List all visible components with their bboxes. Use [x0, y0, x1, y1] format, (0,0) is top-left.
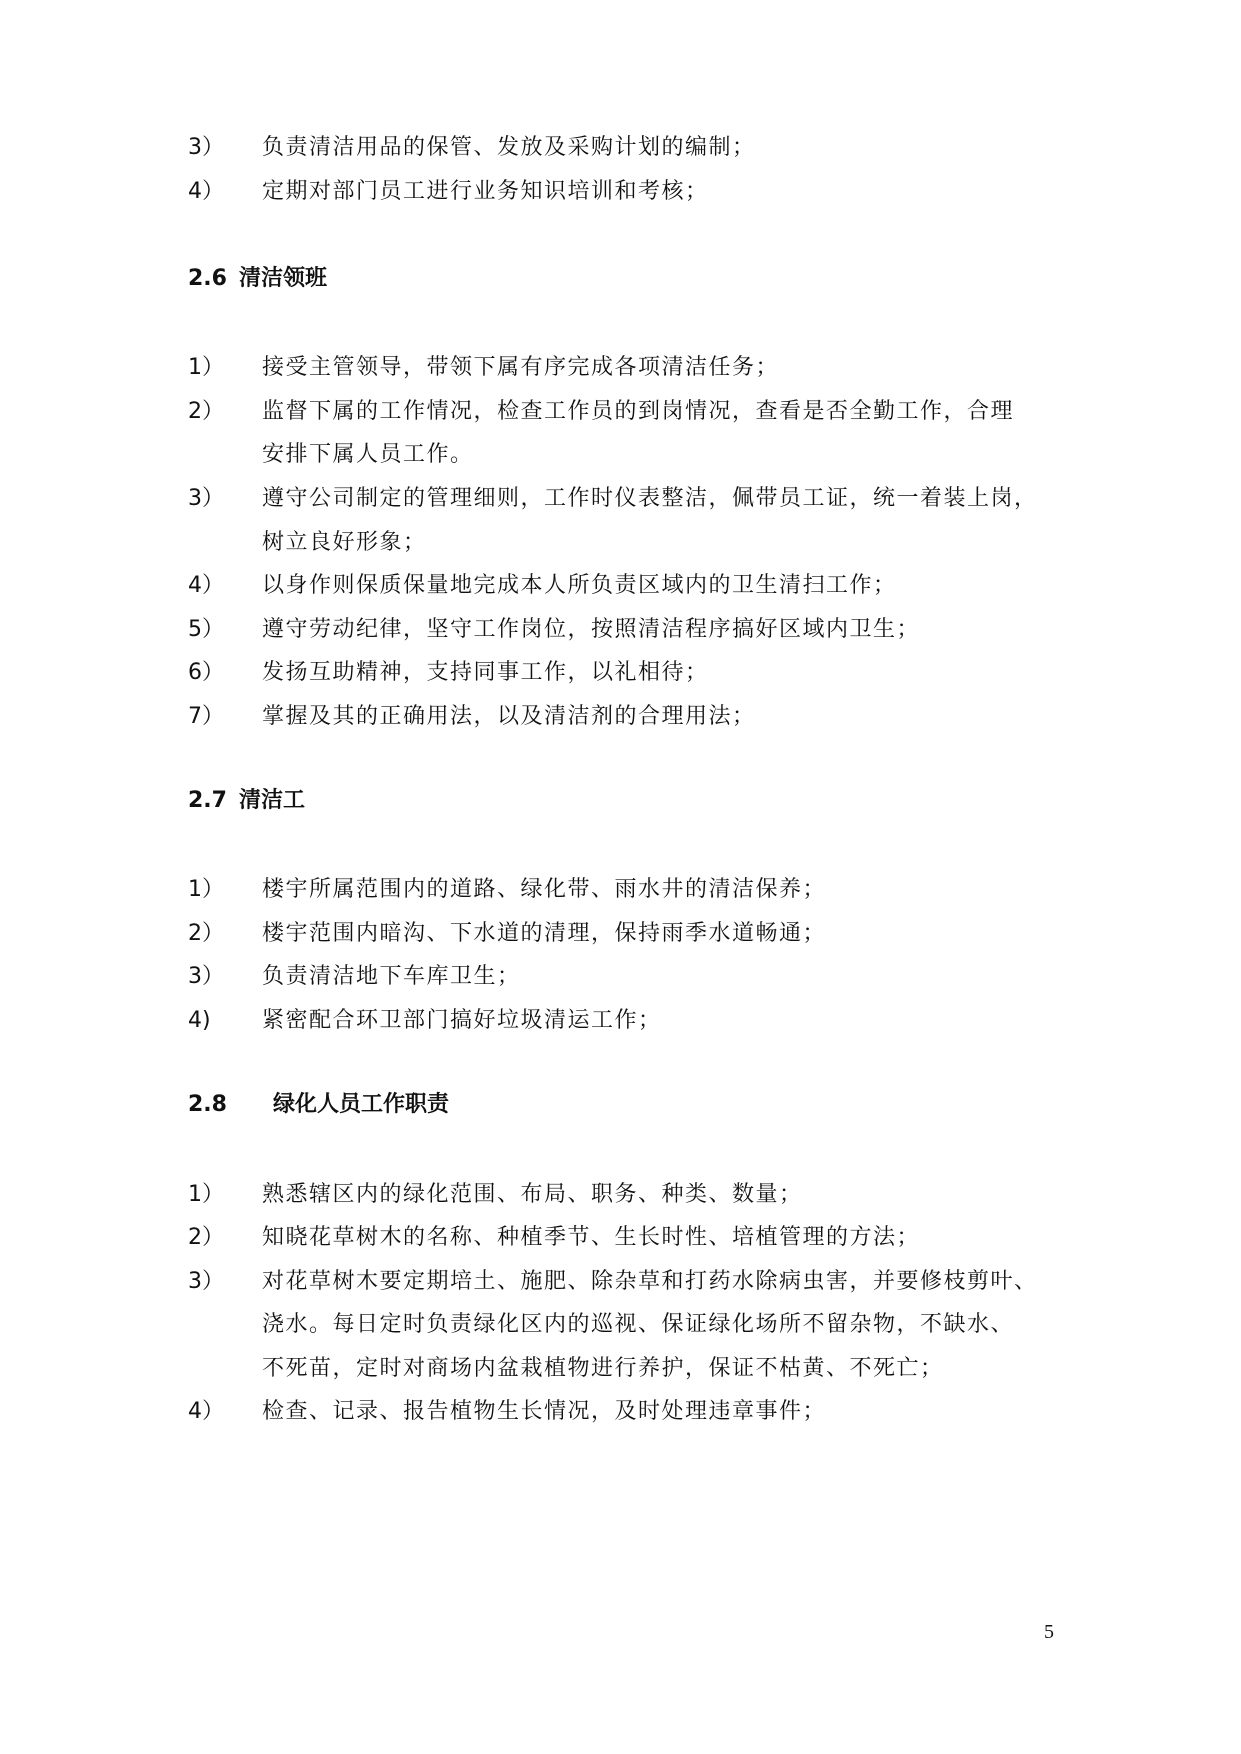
list-item [188, 177, 709, 207]
item-number: 7） [188, 704, 224, 729]
list-item [188, 133, 756, 163]
item-number: 4） [188, 179, 224, 204]
item-number: 3） [188, 1269, 224, 1294]
item-number: 4） [188, 573, 224, 598]
list-item [188, 1397, 826, 1427]
item-number: 1） [188, 877, 224, 902]
list-item [188, 1223, 920, 1253]
item-text: 遵守公司制定的管理细则，工作时仪表整洁，佩带员工证，统一着装上岗， [262, 486, 1038, 511]
item-number: 5） [188, 617, 224, 642]
item-text: 楼宇范围内暗沟、下水道的清理，保持雨季水道畅通； [262, 921, 827, 946]
list-item [188, 1180, 803, 1210]
list-item [188, 658, 709, 688]
item-number: 2） [188, 1225, 224, 1250]
list-item [188, 484, 1038, 514]
item-number: 2） [188, 921, 224, 946]
item-number: 1） [188, 1182, 224, 1207]
item-text-continuation: 浇水。每日定时负责绿化区内的巡视、保证绿化场所不留杂物，不缺水、 [262, 1312, 1015, 1337]
section-heading-2-8 [188, 1090, 449, 1120]
item-text: 定期对部门员工进行业务知识培训和考核； [262, 179, 709, 204]
item-text: 熟悉辖区内的绿化范围、布局、职务、种类、数量； [262, 1182, 803, 1207]
list-item [188, 919, 826, 949]
item-number: 6） [188, 660, 224, 685]
item-text: 遵守劳动纪律，坚守工作岗位，按照清洁程序搞好区域内卫生； [262, 617, 921, 642]
section-number: 2.7 [188, 788, 227, 813]
section-title: 清洁领班 [238, 266, 327, 291]
list-item [188, 397, 1014, 427]
item-number: 3） [188, 964, 224, 989]
item-text: 监督下属的工作情况，检查工作员的到岗情况，查看是否全勤工作，合理 [262, 399, 1015, 424]
section-title: 清洁工 [238, 788, 305, 813]
list-item [188, 1267, 1038, 1297]
list-item [188, 702, 756, 732]
item-text-continuation: 安排下属人员工作。 [262, 442, 474, 467]
list-item [188, 875, 826, 905]
item-text: 接受主管领导，带领下属有序完成各项清洁任务； [262, 355, 780, 380]
section-heading-2-7 [188, 786, 305, 816]
item-number: 3） [188, 486, 224, 511]
item-text: 紧密配合环卫部门搞好垃圾清运工作； [262, 1008, 662, 1033]
item-number: 4) [188, 1008, 211, 1033]
list-item [188, 962, 521, 992]
list-item [188, 615, 920, 645]
section-title: 绿化人员工作职责 [272, 1092, 449, 1117]
list-item [188, 353, 779, 383]
item-text: 知晓花草树木的名称、种植季节、生长时性、培植管理的方法； [262, 1225, 921, 1250]
section-heading-2-6 [188, 264, 327, 294]
item-number: 2） [188, 399, 224, 424]
item-number: 4） [188, 1399, 224, 1424]
item-text: 对花草树木要定期培土、施肥、除杂草和打药水除病虫害，并要修枝剪叶、 [262, 1269, 1038, 1294]
item-text: 负责清洁用品的保管、发放及采购计划的编制； [262, 135, 756, 160]
item-text-continuation: 不死苗，定时对商场内盆栽植物进行养护，保证不枯黄、不死亡； [262, 1356, 944, 1381]
item-text: 以身作则保质保量地完成本人所负责区域内的卫生清扫工作； [262, 573, 897, 598]
page-number: 5 [1044, 1621, 1054, 1643]
section-number: 2.8 [188, 1092, 227, 1117]
item-text: 检查、记录、报告植物生长情况，及时处理违章事件； [262, 1399, 827, 1424]
item-text: 负责清洁地下车库卫生； [262, 964, 521, 989]
item-text: 发扬互助精神，支持同事工作，以礼相待； [262, 660, 709, 685]
item-text: 楼宇所属范围内的道路、绿化带、雨水井的清洁保养； [262, 877, 827, 902]
item-text: 掌握及其的正确用法，以及清洁剂的合理用法； [262, 704, 756, 729]
item-number: 1） [188, 355, 224, 380]
item-number: 3） [188, 135, 224, 160]
list-item [188, 1006, 662, 1036]
item-text-continuation: 树立良好形象； [262, 530, 427, 555]
section-number: 2.6 [188, 266, 227, 291]
list-item [188, 571, 897, 601]
